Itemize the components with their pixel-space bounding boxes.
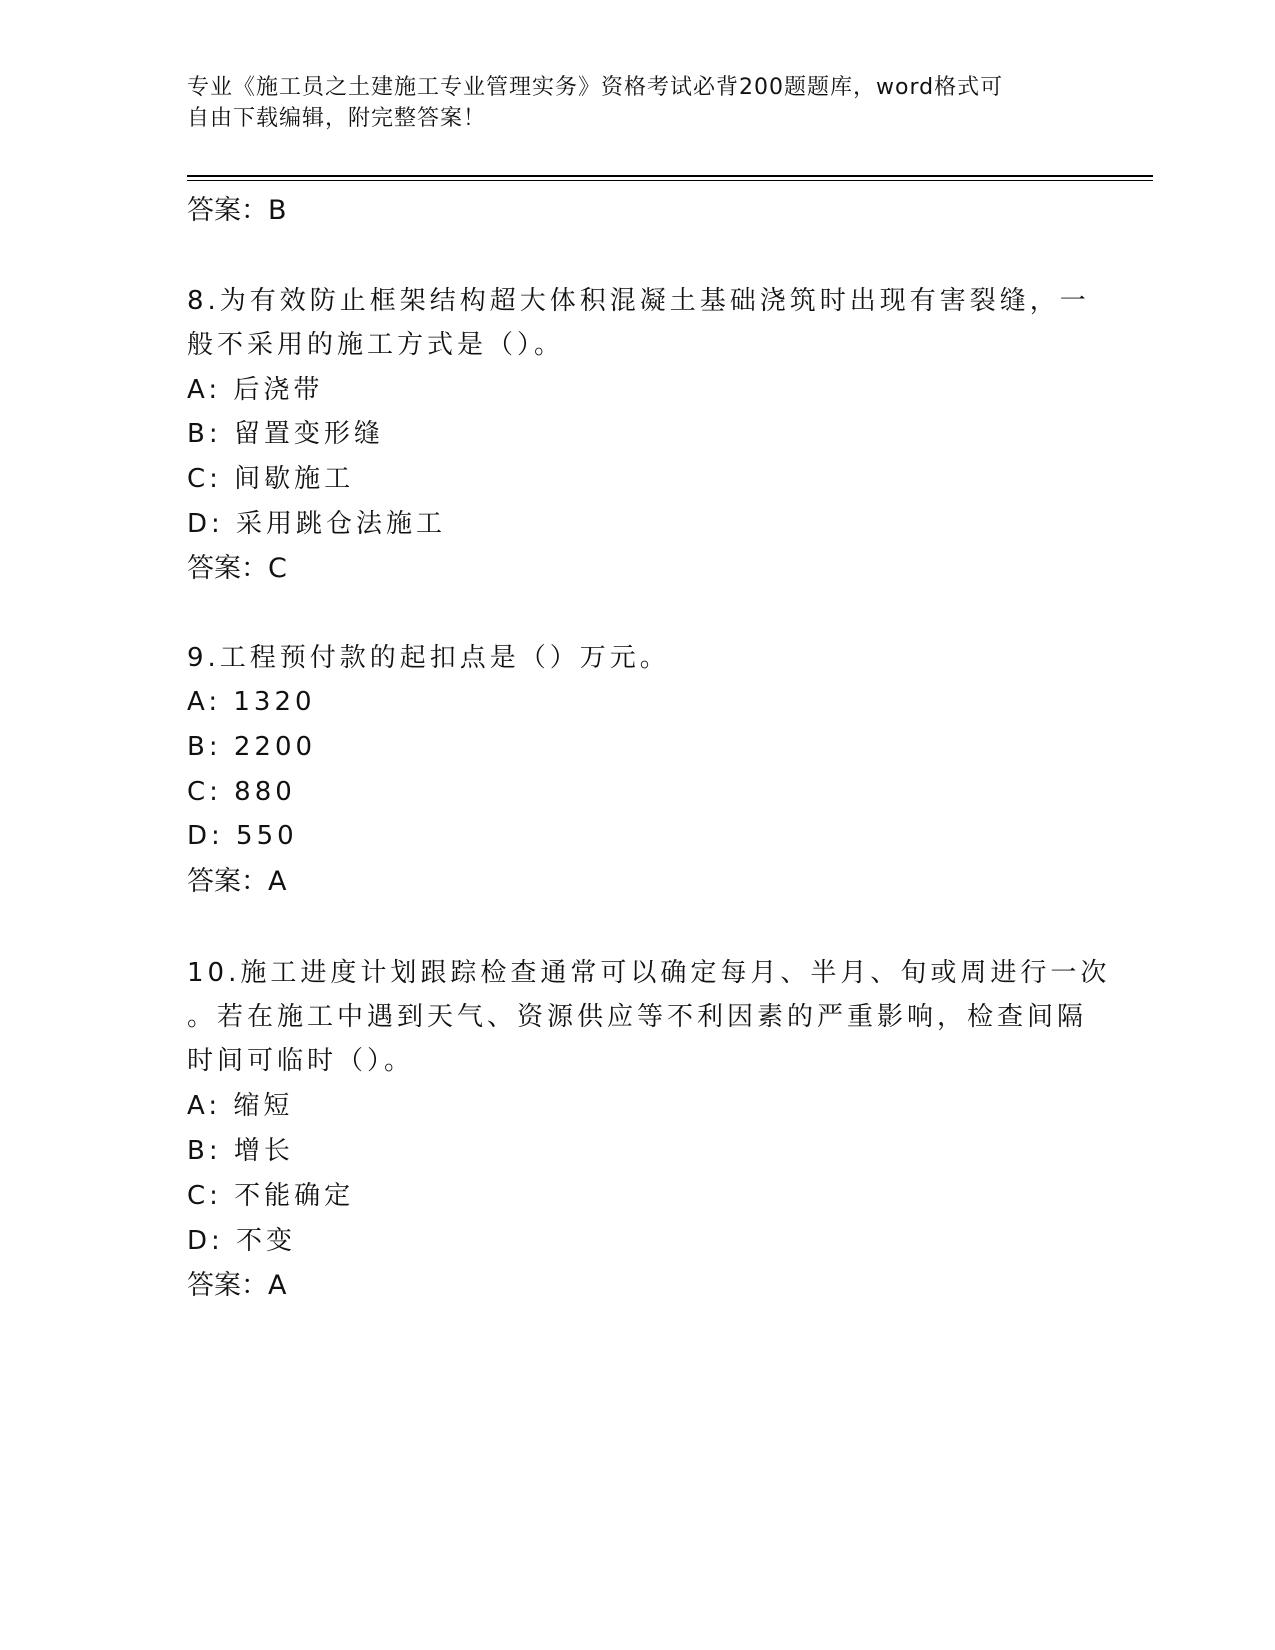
- question-9-stem-line-1: 9.工程预付款的起扣点是（）万元。: [187, 643, 670, 673]
- question-8-answer: 答案：C: [187, 553, 287, 584]
- question-10-stem-line-2: 。若在施工中遇到天气、资源供应等不利因素的严重影响，检查间隔: [187, 1002, 1088, 1032]
- header-line-2: 自由下载编辑，附完整答案！: [187, 106, 487, 131]
- question-10-option-b: B: 增长: [187, 1136, 294, 1166]
- question-8-option-d: D: 采用跳仓法施工: [187, 509, 447, 539]
- question-9-option-c: C: 880: [187, 777, 296, 807]
- header-rule-bottom: [187, 180, 1153, 181]
- header-rule-top: [187, 175, 1153, 177]
- question-8-option-c: C: 间歇施工: [187, 464, 355, 494]
- question-9-option-b: B: 2200: [187, 732, 317, 762]
- question-8-option-b: B: 留置变形缝: [187, 419, 384, 449]
- question-10-stem-line-3: 时间可临时（）。: [187, 1046, 415, 1076]
- question-8-stem-line-1: 8.为有效防止框架结构超大体积混凝土基础浇筑时出现有害裂缝，一: [187, 286, 1090, 316]
- question-9-option-a: A: 1320: [187, 687, 316, 717]
- question-9-answer: 答案：A: [187, 866, 287, 897]
- question-8-option-a: A: 后浇带: [187, 375, 324, 405]
- question-10-option-c: C: 不能确定: [187, 1181, 355, 1211]
- question-10-stem-line-1: 10.施工进度计划跟踪检查通常可以确定每月、半月、旬或周进行一次: [187, 958, 1111, 988]
- header-line-1: 专业《施工员之土建施工专业管理实务》资格考试必背200题题库，word格式可: [187, 75, 1004, 100]
- question-10-option-d: D: 不变: [187, 1226, 297, 1256]
- question-9-option-d: D: 550: [187, 821, 298, 851]
- previous-answer: 答案：B: [187, 195, 287, 226]
- question-10-option-a: A: 缩短: [187, 1091, 294, 1121]
- question-8-stem-line-2: 般不采用的施工方式是（）。: [187, 330, 565, 360]
- question-10-answer: 答案：A: [187, 1270, 287, 1301]
